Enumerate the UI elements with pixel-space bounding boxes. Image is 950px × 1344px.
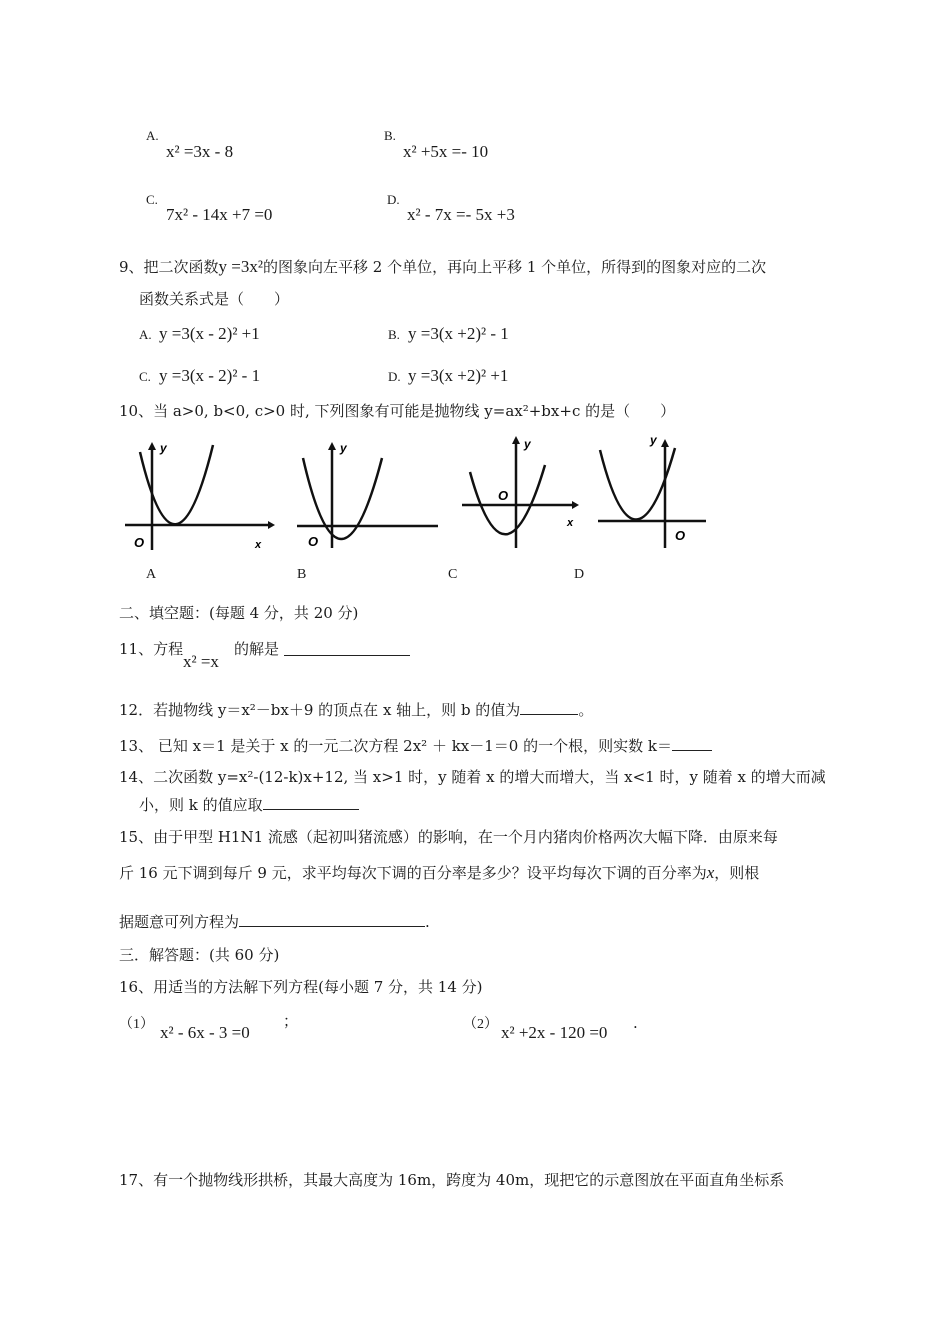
q12-answer-blank[interactable]: [520, 700, 578, 715]
q10-text: 10、当 a>0, b<0, c>0 时, 下列图象有可能是抛物线 y=ax²+bx+c 的是（ ）: [119, 402, 676, 420]
q10-graph-a: [125, 441, 275, 551]
q8-option-d-expr: x² - 7x =- 5x +3: [407, 205, 515, 224]
q15-line3-end: .: [425, 913, 430, 931]
q14-answer-blank[interactable]: [263, 795, 359, 810]
graph-c-x-label: x: [567, 517, 574, 529]
q10-label-d: D: [574, 567, 585, 582]
q12-text: [119, 700, 593, 720]
q8-option-d-label: D.: [387, 192, 400, 207]
q8-option-a-label: A.: [146, 128, 159, 143]
graph-a-origin-label: O: [134, 535, 145, 550]
q8-option-b-expr: x² +5x =- 10: [403, 142, 489, 161]
q9-expr: y =3x²: [218, 257, 263, 276]
q15-line3: [119, 912, 430, 932]
graph-c-origin-label: O: [498, 488, 509, 503]
graph-b-origin-label: O: [308, 534, 319, 549]
q9-line2: 函数关系式是（ ）: [139, 290, 290, 308]
q15-line2-start: 斤 16 元下调到每斤 9 元，求平均每次下调的百分率是多少？设平均每次下调的百分率为: [119, 864, 707, 882]
q8-option-a-expr: x² =3x - 8: [166, 142, 234, 161]
q11-answer-blank[interactable]: [284, 641, 410, 656]
q10-graph-d: [598, 433, 706, 548]
q8-option-c-label: C.: [146, 192, 158, 207]
graph-d-origin-label: O: [675, 528, 686, 543]
graph-a-y-label: y: [160, 441, 167, 455]
q12-text-start: 12．若抛物线 y＝x²－bx＋9 的顶点在 x 轴上，则 b 的值为: [119, 701, 521, 719]
q13-text: [119, 736, 712, 756]
q13-answer-blank[interactable]: [672, 736, 712, 751]
q16-part2-expr: x² +2x - 120 =0: [501, 1023, 608, 1042]
q9-option-d-label: D.: [388, 369, 401, 384]
q15-var-x: x: [706, 863, 715, 882]
q13-text-body: 13、 已知 x＝1 是关于 x 的一元二次方程 2x² ＋ kx－1＝0 的一个根，则实数 k＝: [119, 737, 672, 755]
q9-option-b-label: B.: [388, 327, 400, 342]
q9-option-c-expr: y =3(x - 2)² - 1: [159, 366, 261, 385]
q10-label-b: B: [297, 567, 307, 582]
q11-prefix: 11、方程: [119, 640, 184, 658]
q16-text: 16、用适当的方法解下列方程(每小题 7 分，共 14 分): [119, 978, 483, 996]
q16-part1-tail: ；: [283, 1012, 299, 1030]
section3-heading: 三．解答题：(共 60 分): [119, 946, 280, 964]
section2-heading: 二、填空题：(每题 4 分，共 20 分): [119, 604, 359, 622]
q9-option-d-expr: y =3(x +2)² +1: [408, 366, 509, 385]
q16-part2-label: （2）: [463, 1017, 498, 1032]
q10-graphs: [120, 430, 720, 560]
q10-graph-b: [297, 441, 438, 549]
q10-label-a: A: [146, 567, 157, 582]
graph-b-y-label: y: [340, 441, 347, 455]
q10-graph-c: [462, 436, 579, 548]
q16-part1-expr: x² - 6x - 3 =0: [160, 1023, 250, 1042]
q12-text-end: 。: [578, 701, 594, 719]
q9-option-a-expr: y =3(x - 2)² +1: [159, 324, 260, 343]
q9-option-c-label: C.: [139, 369, 151, 384]
q17-text: 17、有一个抛物线形拱桥，其最大高度为 16m，跨度为 40m，现把它的示意图放在平面直角坐标系: [119, 1171, 785, 1189]
q16-part2-tail: .: [633, 1014, 638, 1032]
q14-line2-text: 小，则 k 的值应取: [139, 796, 263, 814]
q11-suffix: 的解是: [234, 640, 280, 658]
q9-line1-end: 的图象向左平移 2 个单位，再向上平移 1 个单位，所得到的图象对应的二次: [262, 258, 767, 276]
q11-expr: x² =x: [183, 652, 219, 671]
q14-line1: 14、二次函数 y=x²-(12-k)x+12, 当 x>1 时，y 随着 x 的增大而增大，当 x<1 时，y 随着 x 的增大而减: [119, 768, 826, 786]
q9-line1: [119, 257, 766, 277]
q9-line1-start: 9、把二次函数: [119, 258, 219, 276]
q15-line3-start: 据题意可列方程为: [119, 913, 240, 931]
q16-part1-label: （1）: [119, 1017, 154, 1032]
q8-option-c-expr: 7x² - 14x +7 =0: [166, 205, 273, 224]
q15-line2-end: ，则根: [714, 864, 760, 882]
q14-line2: [139, 795, 359, 815]
graph-c-y-label: y: [524, 437, 531, 451]
q9-option-b-expr: y =3(x +2)² - 1: [408, 324, 509, 343]
graph-d-y-label: y: [650, 433, 657, 447]
q15-line2: [119, 863, 759, 883]
q15-line1: 15、由于甲型 H1N1 流感（起初叫猪流感）的影响，在一个月内猪肉价格两次大幅下降．由原来每: [119, 828, 778, 846]
q8-option-b-label: B.: [384, 128, 396, 143]
q15-answer-blank[interactable]: [239, 912, 425, 927]
q9-option-a-label: A.: [139, 327, 152, 342]
q10-label-c: C: [448, 567, 458, 582]
graph-a-x-label: x: [255, 539, 262, 551]
